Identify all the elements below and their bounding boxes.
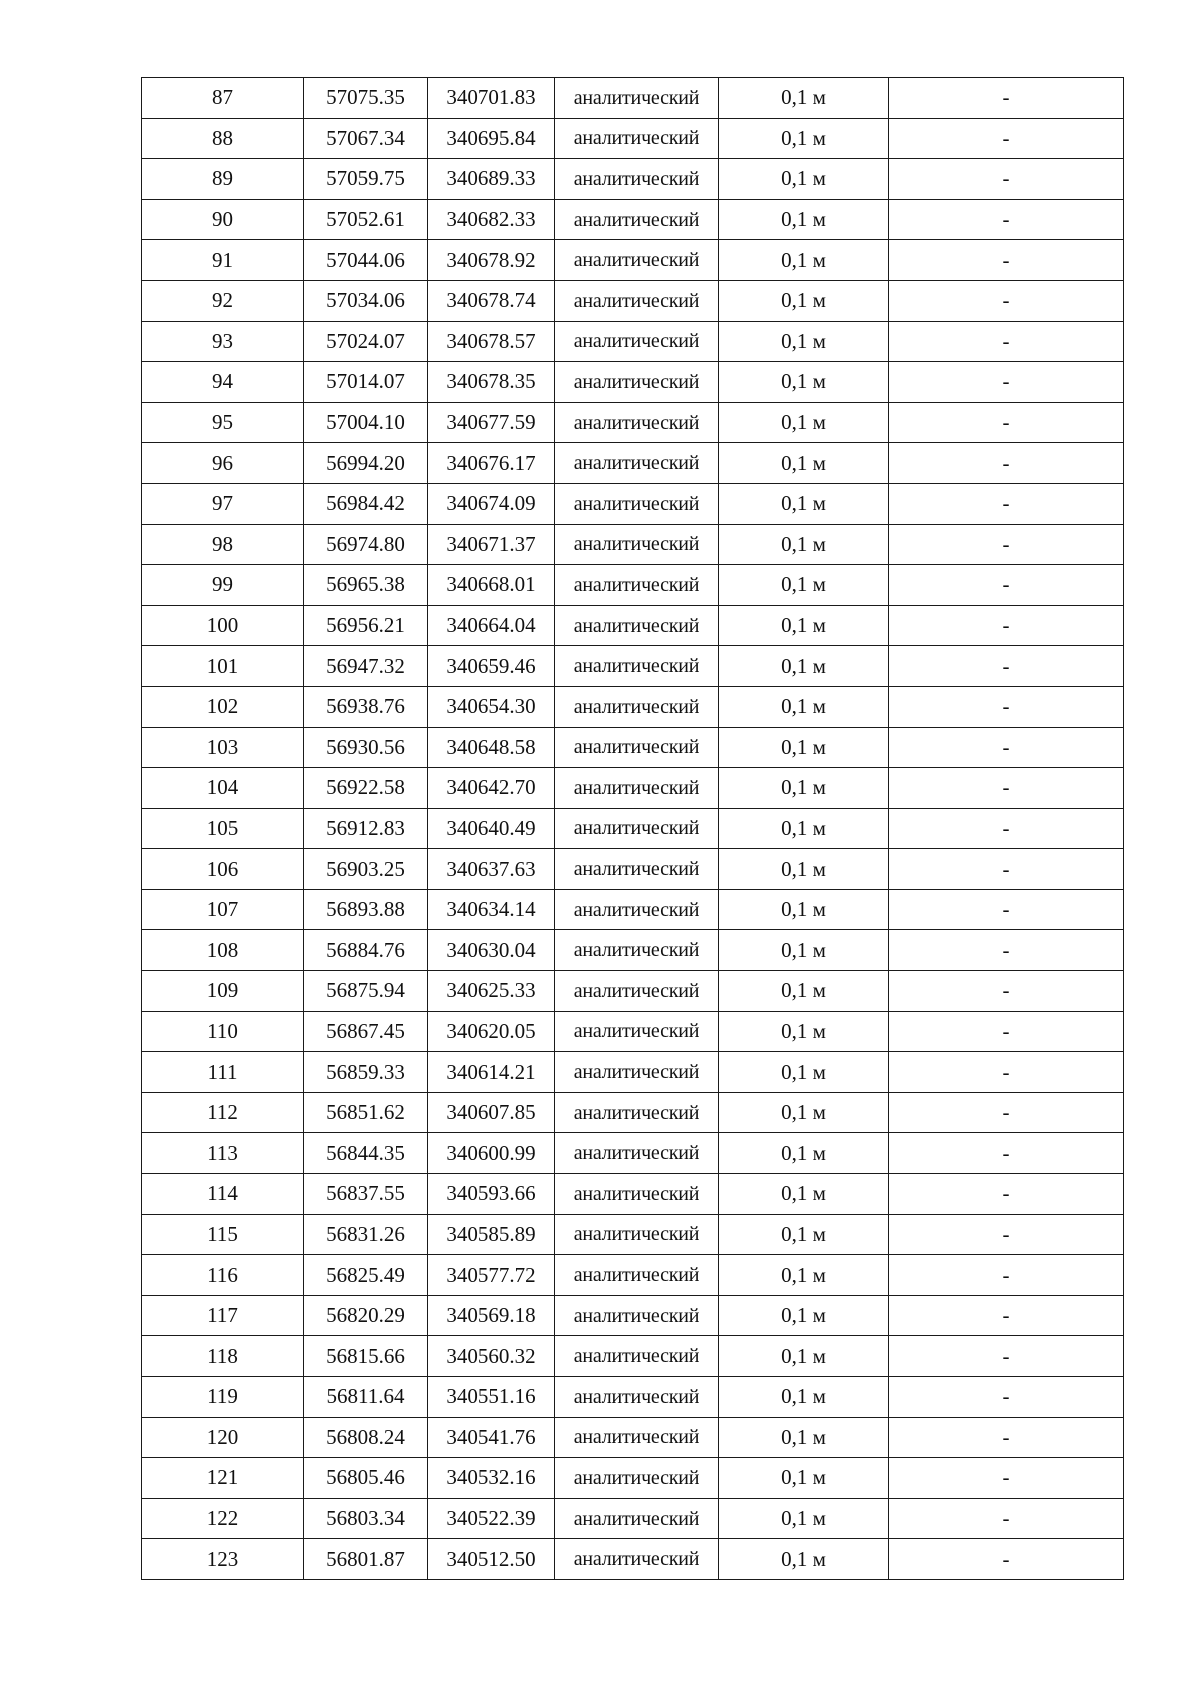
point-number-cell: 88 (142, 118, 304, 159)
point-number-cell: 100 (142, 605, 304, 646)
description-cell: - (889, 483, 1124, 524)
y-coordinate-cell: 340614.21 (428, 1052, 555, 1093)
description-cell: - (889, 78, 1124, 119)
point-number-cell: 91 (142, 240, 304, 281)
accuracy-cell: 0,1 м (719, 483, 889, 524)
table-row (142, 118, 1124, 159)
table-row (142, 1092, 1124, 1133)
point-number-cell: 111 (142, 1052, 304, 1093)
description-cell: - (889, 402, 1124, 443)
x-coordinate-cell: 57044.06 (304, 240, 428, 281)
y-coordinate-cell: 340678.92 (428, 240, 555, 281)
description-cell: - (889, 159, 1124, 200)
method-cell: аналитический (555, 199, 719, 240)
x-coordinate-cell: 57024.07 (304, 321, 428, 362)
point-number-cell: 107 (142, 889, 304, 930)
point-number-cell: 112 (142, 1092, 304, 1133)
method-cell: аналитический (555, 565, 719, 606)
table-row (142, 1377, 1124, 1418)
description-cell: - (889, 808, 1124, 849)
x-coordinate-cell: 56825.49 (304, 1255, 428, 1296)
point-number-cell: 106 (142, 849, 304, 890)
method-cell: аналитический (555, 1417, 719, 1458)
method-cell: аналитический (555, 727, 719, 768)
method-cell: аналитический (555, 1255, 719, 1296)
description-cell: - (889, 646, 1124, 687)
description-cell: - (889, 1011, 1124, 1052)
x-coordinate-cell: 56965.38 (304, 565, 428, 606)
accuracy-cell: 0,1 м (719, 565, 889, 606)
point-number-cell: 108 (142, 930, 304, 971)
x-coordinate-cell: 56820.29 (304, 1295, 428, 1336)
point-number-cell: 89 (142, 159, 304, 200)
y-coordinate-cell: 340607.85 (428, 1092, 555, 1133)
method-cell: аналитический (555, 321, 719, 362)
accuracy-cell: 0,1 м (719, 1214, 889, 1255)
description-cell: - (889, 768, 1124, 809)
y-coordinate-cell: 340569.18 (428, 1295, 555, 1336)
x-coordinate-cell: 57059.75 (304, 159, 428, 200)
description-cell: - (889, 1539, 1124, 1580)
description-cell: - (889, 971, 1124, 1012)
table-row (142, 1011, 1124, 1052)
accuracy-cell: 0,1 м (719, 930, 889, 971)
description-cell: - (889, 889, 1124, 930)
y-coordinate-cell: 340551.16 (428, 1377, 555, 1418)
description-cell: - (889, 240, 1124, 281)
description-cell: - (889, 605, 1124, 646)
method-cell: аналитический (555, 118, 719, 159)
table-row (142, 443, 1124, 484)
y-coordinate-cell: 340671.37 (428, 524, 555, 565)
y-coordinate-cell: 340541.76 (428, 1417, 555, 1458)
accuracy-cell: 0,1 м (719, 1539, 889, 1580)
x-coordinate-cell: 56930.56 (304, 727, 428, 768)
description-cell: - (889, 1092, 1124, 1133)
y-coordinate-cell: 340620.05 (428, 1011, 555, 1052)
x-coordinate-cell: 57014.07 (304, 362, 428, 403)
point-number-cell: 109 (142, 971, 304, 1012)
point-number-cell: 96 (142, 443, 304, 484)
accuracy-cell: 0,1 м (719, 1255, 889, 1296)
point-number-cell: 114 (142, 1174, 304, 1215)
accuracy-cell: 0,1 м (719, 78, 889, 119)
y-coordinate-cell: 340695.84 (428, 118, 555, 159)
x-coordinate-cell: 56903.25 (304, 849, 428, 890)
accuracy-cell: 0,1 м (719, 971, 889, 1012)
point-number-cell: 87 (142, 78, 304, 119)
x-coordinate-cell: 56851.62 (304, 1092, 428, 1133)
point-number-cell: 116 (142, 1255, 304, 1296)
accuracy-cell: 0,1 м (719, 1498, 889, 1539)
y-coordinate-cell: 340674.09 (428, 483, 555, 524)
y-coordinate-cell: 340640.49 (428, 808, 555, 849)
x-coordinate-cell: 56947.32 (304, 646, 428, 687)
point-number-cell: 103 (142, 727, 304, 768)
x-coordinate-cell: 57067.34 (304, 118, 428, 159)
accuracy-cell: 0,1 м (719, 1174, 889, 1215)
table-row (142, 1417, 1124, 1458)
description-cell: - (889, 565, 1124, 606)
y-coordinate-cell: 340577.72 (428, 1255, 555, 1296)
point-number-cell: 110 (142, 1011, 304, 1052)
point-number-cell: 120 (142, 1417, 304, 1458)
method-cell: аналитический (555, 1458, 719, 1499)
method-cell: аналитический (555, 971, 719, 1012)
description-cell: - (889, 199, 1124, 240)
accuracy-cell: 0,1 м (719, 1133, 889, 1174)
table-row (142, 1052, 1124, 1093)
method-cell: аналитический (555, 768, 719, 809)
point-number-cell: 98 (142, 524, 304, 565)
accuracy-cell: 0,1 м (719, 159, 889, 200)
accuracy-cell: 0,1 м (719, 808, 889, 849)
y-coordinate-cell: 340560.32 (428, 1336, 555, 1377)
y-coordinate-cell: 340676.17 (428, 443, 555, 484)
table-row (142, 1255, 1124, 1296)
method-cell: аналитический (555, 78, 719, 119)
y-coordinate-cell: 340659.46 (428, 646, 555, 687)
x-coordinate-cell: 57052.61 (304, 199, 428, 240)
point-number-cell: 118 (142, 1336, 304, 1377)
table-row (142, 78, 1124, 119)
point-number-cell: 94 (142, 362, 304, 403)
point-number-cell: 119 (142, 1377, 304, 1418)
accuracy-cell: 0,1 м (719, 768, 889, 809)
table-row (142, 1539, 1124, 1580)
accuracy-cell: 0,1 м (719, 889, 889, 930)
accuracy-cell: 0,1 м (719, 1011, 889, 1052)
table-row (142, 727, 1124, 768)
y-coordinate-cell: 340678.74 (428, 280, 555, 321)
y-coordinate-cell: 340522.39 (428, 1498, 555, 1539)
method-cell: аналитический (555, 646, 719, 687)
method-cell: аналитический (555, 930, 719, 971)
accuracy-cell: 0,1 м (719, 524, 889, 565)
y-coordinate-cell: 340625.33 (428, 971, 555, 1012)
x-coordinate-cell: 56938.76 (304, 686, 428, 727)
point-number-cell: 122 (142, 1498, 304, 1539)
method-cell: аналитический (555, 605, 719, 646)
y-coordinate-cell: 340668.01 (428, 565, 555, 606)
point-number-cell: 93 (142, 321, 304, 362)
table-row (142, 1133, 1124, 1174)
accuracy-cell: 0,1 м (719, 118, 889, 159)
x-coordinate-cell: 56801.87 (304, 1539, 428, 1580)
x-coordinate-cell: 57075.35 (304, 78, 428, 119)
x-coordinate-cell: 56837.55 (304, 1174, 428, 1215)
description-cell: - (889, 321, 1124, 362)
method-cell: аналитический (555, 849, 719, 890)
accuracy-cell: 0,1 м (719, 402, 889, 443)
method-cell: аналитический (555, 443, 719, 484)
description-cell: - (889, 1255, 1124, 1296)
method-cell: аналитический (555, 240, 719, 281)
table-row (142, 971, 1124, 1012)
table-row (142, 768, 1124, 809)
method-cell: аналитический (555, 362, 719, 403)
x-coordinate-cell: 56867.45 (304, 1011, 428, 1052)
point-number-cell: 92 (142, 280, 304, 321)
x-coordinate-cell: 56844.35 (304, 1133, 428, 1174)
y-coordinate-cell: 340677.59 (428, 402, 555, 443)
x-coordinate-cell: 56831.26 (304, 1214, 428, 1255)
method-cell: аналитический (555, 1214, 719, 1255)
y-coordinate-cell: 340634.14 (428, 889, 555, 930)
point-number-cell: 113 (142, 1133, 304, 1174)
method-cell: аналитический (555, 686, 719, 727)
accuracy-cell: 0,1 м (719, 727, 889, 768)
x-coordinate-cell: 56875.94 (304, 971, 428, 1012)
point-number-cell: 90 (142, 199, 304, 240)
x-coordinate-cell: 56815.66 (304, 1336, 428, 1377)
y-coordinate-cell: 340664.04 (428, 605, 555, 646)
x-coordinate-cell: 56956.21 (304, 605, 428, 646)
table-row (142, 646, 1124, 687)
description-cell: - (889, 1458, 1124, 1499)
method-cell: аналитический (555, 402, 719, 443)
table-row (142, 240, 1124, 281)
description-cell: - (889, 849, 1124, 890)
x-coordinate-cell: 56984.42 (304, 483, 428, 524)
x-coordinate-cell: 57034.06 (304, 280, 428, 321)
point-number-cell: 101 (142, 646, 304, 687)
accuracy-cell: 0,1 м (719, 321, 889, 362)
y-coordinate-cell: 340593.66 (428, 1174, 555, 1215)
point-number-cell: 115 (142, 1214, 304, 1255)
method-cell: аналитический (555, 808, 719, 849)
description-cell: - (889, 1133, 1124, 1174)
point-number-cell: 121 (142, 1458, 304, 1499)
point-number-cell: 102 (142, 686, 304, 727)
y-coordinate-cell: 340637.63 (428, 849, 555, 890)
description-cell: - (889, 686, 1124, 727)
x-coordinate-cell: 56808.24 (304, 1417, 428, 1458)
description-cell: - (889, 1417, 1124, 1458)
x-coordinate-cell: 56811.64 (304, 1377, 428, 1418)
description-cell: - (889, 118, 1124, 159)
table-row (142, 686, 1124, 727)
description-cell: - (889, 443, 1124, 484)
x-coordinate-cell: 56912.83 (304, 808, 428, 849)
x-coordinate-cell: 57004.10 (304, 402, 428, 443)
accuracy-cell: 0,1 м (719, 1377, 889, 1418)
method-cell: аналитический (555, 280, 719, 321)
y-coordinate-cell: 340630.04 (428, 930, 555, 971)
table-row (142, 849, 1124, 890)
accuracy-cell: 0,1 м (719, 240, 889, 281)
description-cell: - (889, 362, 1124, 403)
y-coordinate-cell: 340512.50 (428, 1539, 555, 1580)
accuracy-cell: 0,1 м (719, 1092, 889, 1133)
table-row (142, 159, 1124, 200)
table-row (142, 1336, 1124, 1377)
coordinates-table (141, 77, 1124, 1580)
table-row (142, 524, 1124, 565)
description-cell: - (889, 280, 1124, 321)
y-coordinate-cell: 340678.57 (428, 321, 555, 362)
table-row (142, 889, 1124, 930)
table-row (142, 565, 1124, 606)
coordinates-table-body (142, 78, 1124, 1580)
accuracy-cell: 0,1 м (719, 199, 889, 240)
x-coordinate-cell: 56893.88 (304, 889, 428, 930)
accuracy-cell: 0,1 м (719, 1052, 889, 1093)
description-cell: - (889, 1336, 1124, 1377)
method-cell: аналитический (555, 1092, 719, 1133)
description-cell: - (889, 930, 1124, 971)
method-cell: аналитический (555, 1011, 719, 1052)
method-cell: аналитический (555, 889, 719, 930)
method-cell: аналитический (555, 1377, 719, 1418)
y-coordinate-cell: 340701.83 (428, 78, 555, 119)
method-cell: аналитический (555, 1295, 719, 1336)
description-cell: - (889, 727, 1124, 768)
accuracy-cell: 0,1 м (719, 1417, 889, 1458)
y-coordinate-cell: 340642.70 (428, 768, 555, 809)
point-number-cell: 97 (142, 483, 304, 524)
table-row (142, 1174, 1124, 1215)
y-coordinate-cell: 340585.89 (428, 1214, 555, 1255)
description-cell: - (889, 1377, 1124, 1418)
table-row (142, 280, 1124, 321)
description-cell: - (889, 1052, 1124, 1093)
description-cell: - (889, 1498, 1124, 1539)
method-cell: аналитический (555, 159, 719, 200)
point-number-cell: 105 (142, 808, 304, 849)
accuracy-cell: 0,1 м (719, 1295, 889, 1336)
method-cell: аналитический (555, 1174, 719, 1215)
table-row (142, 483, 1124, 524)
x-coordinate-cell: 56884.76 (304, 930, 428, 971)
table-row (142, 808, 1124, 849)
accuracy-cell: 0,1 м (719, 646, 889, 687)
point-number-cell: 123 (142, 1539, 304, 1580)
method-cell: аналитический (555, 524, 719, 565)
y-coordinate-cell: 340682.33 (428, 199, 555, 240)
table-row (142, 1214, 1124, 1255)
table-row (142, 1458, 1124, 1499)
y-coordinate-cell: 340600.99 (428, 1133, 555, 1174)
x-coordinate-cell: 56805.46 (304, 1458, 428, 1499)
description-cell: - (889, 524, 1124, 565)
table-row (142, 1295, 1124, 1336)
table-row (142, 1498, 1124, 1539)
point-number-cell: 99 (142, 565, 304, 606)
method-cell: аналитический (555, 1336, 719, 1377)
table-row (142, 321, 1124, 362)
accuracy-cell: 0,1 м (719, 605, 889, 646)
accuracy-cell: 0,1 м (719, 1458, 889, 1499)
accuracy-cell: 0,1 м (719, 1336, 889, 1377)
method-cell: аналитический (555, 1498, 719, 1539)
accuracy-cell: 0,1 м (719, 849, 889, 890)
x-coordinate-cell: 56974.80 (304, 524, 428, 565)
point-number-cell: 95 (142, 402, 304, 443)
method-cell: аналитический (555, 1052, 719, 1093)
accuracy-cell: 0,1 м (719, 280, 889, 321)
x-coordinate-cell: 56803.34 (304, 1498, 428, 1539)
description-cell: - (889, 1174, 1124, 1215)
x-coordinate-cell: 56859.33 (304, 1052, 428, 1093)
x-coordinate-cell: 56922.58 (304, 768, 428, 809)
table-row (142, 402, 1124, 443)
table-row (142, 930, 1124, 971)
accuracy-cell: 0,1 м (719, 362, 889, 403)
y-coordinate-cell: 340648.58 (428, 727, 555, 768)
description-cell: - (889, 1214, 1124, 1255)
description-cell: - (889, 1295, 1124, 1336)
table-row (142, 605, 1124, 646)
y-coordinate-cell: 340654.30 (428, 686, 555, 727)
method-cell: аналитический (555, 483, 719, 524)
method-cell: аналитический (555, 1133, 719, 1174)
table-row (142, 362, 1124, 403)
point-number-cell: 117 (142, 1295, 304, 1336)
accuracy-cell: 0,1 м (719, 686, 889, 727)
accuracy-cell: 0,1 м (719, 443, 889, 484)
method-cell: аналитический (555, 1539, 719, 1580)
y-coordinate-cell: 340689.33 (428, 159, 555, 200)
y-coordinate-cell: 340678.35 (428, 362, 555, 403)
y-coordinate-cell: 340532.16 (428, 1458, 555, 1499)
table-row (142, 199, 1124, 240)
x-coordinate-cell: 56994.20 (304, 443, 428, 484)
point-number-cell: 104 (142, 768, 304, 809)
